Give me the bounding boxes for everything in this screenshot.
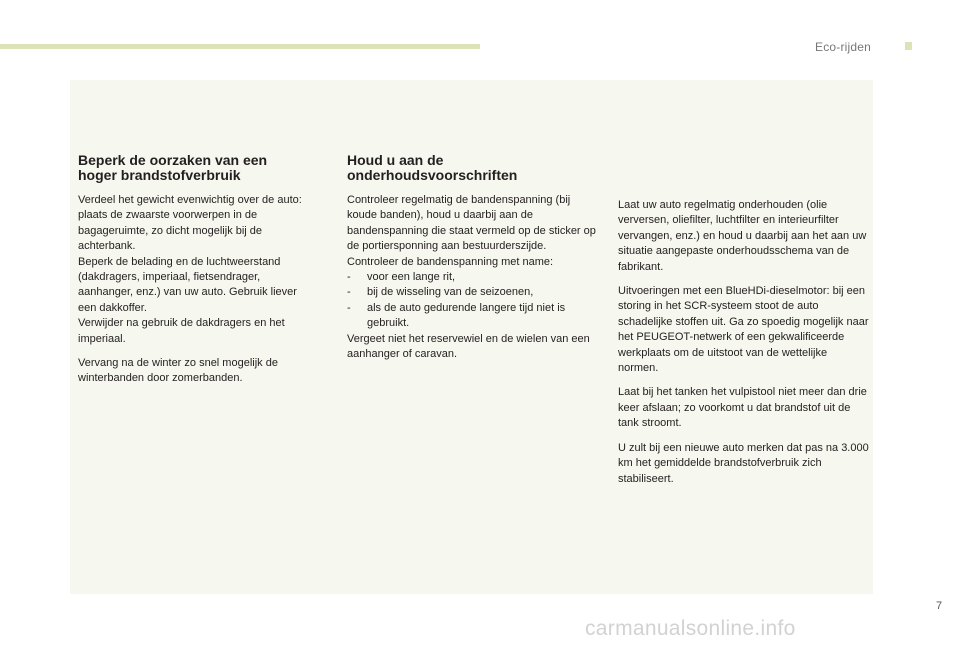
text-line: Beperk de belading en de luchtweerstand (dakdragers, imperiaal, fietsendrager, aanhanger, enz.) van uw auto. Gebruik liever een dakkoffer. <box>78 255 297 314</box>
text-line: Verdeel het gewicht evenwichtig over de auto: plaats de zwaarste voorwerpen in de bagageruimte, zo dicht mogelijk bij de achterbank. <box>78 194 302 253</box>
tyre-pressure-block <box>347 193 597 362</box>
list-item-text: voor een lange rit, <box>367 271 456 284</box>
chapter-accent-bar <box>0 44 480 49</box>
list-item <box>347 285 597 300</box>
text-line: Controleer de bandenspanning met name: <box>347 255 554 268</box>
chapter-title: Eco-rijden <box>815 40 872 54</box>
text-line: Controleer regelmatig de bandenspanning (bij koude banden), houd u daarbij aan de bandenspanning die staat vermeld op de sticker op de portiersponning aan bestuurderszijde. <box>347 194 596 253</box>
list-item <box>347 270 597 285</box>
page-number: 7 <box>936 600 943 612</box>
section-heading-maintenance: Houd u aan de onderhoudsvoorschriften <box>347 152 518 183</box>
list-dash: - <box>347 271 351 284</box>
tyre-check-list <box>347 270 597 332</box>
maintenance-section <box>347 153 597 362</box>
list-dash: - <box>347 301 351 314</box>
paragraph-weight-distribution <box>78 193 308 347</box>
list-item-text: bij de wisseling van de seizoenen, <box>367 286 534 299</box>
paragraph-winter-tyres: Vervang na de winter zo snel mogelijk de winterbanden door zomerbanden. <box>78 357 278 385</box>
paragraph-bluehdi-scr: Uitvoeringen met een BlueHDi-dieselmotor: bij een storing in het SCR-systeem stoot de auto schadelijke stoffen uit. Ga zo spoedig mogelijk naar het PEUGEOT-netwerk of een gekwalificeerde werkplaats om de uitstoot van de wettelijke normen. <box>618 285 869 375</box>
list-item-text: als de auto gedurende langere tijd niet is gebruikt. <box>367 301 566 330</box>
text-line: Vergeet niet het reservewiel en de wielen van een aanhanger of caravan. <box>347 332 590 361</box>
section-heading-fuel: Beperk de oorzaken van een hoger brandstofverbruik <box>78 152 268 183</box>
list-dash: - <box>347 286 351 299</box>
watermark-text: carmanualsonline.info <box>585 617 796 640</box>
paragraph-refuelling: Laat bij het tanken het vulpistool niet meer dan drie keer afslaan; zo voorkomt u dat brandstof uit de tank stroomt. <box>618 386 867 430</box>
maintenance-advice-column <box>618 198 870 496</box>
paragraph-new-car-consumption: U zult bij een nieuwe auto merken dat pas na 3.000 km het gemiddelde brandstofverbruik zich stabiliseert. <box>618 441 869 485</box>
text-line: Verwijder na gebruik de dakdragers en het imperiaal. <box>78 317 285 345</box>
fuel-consumption-section <box>78 153 308 396</box>
paragraph-regular-service: Laat uw auto regelmatig onderhouden (olie verversen, oliefilter, luchtfilter en interieurfilter vervangen, enz.) en houd u daarbij aan het aan uw situatie aangepaste onderhoudsschema van de fabrikant. <box>618 199 867 273</box>
chapter-marker <box>905 42 912 50</box>
list-item <box>347 301 597 332</box>
